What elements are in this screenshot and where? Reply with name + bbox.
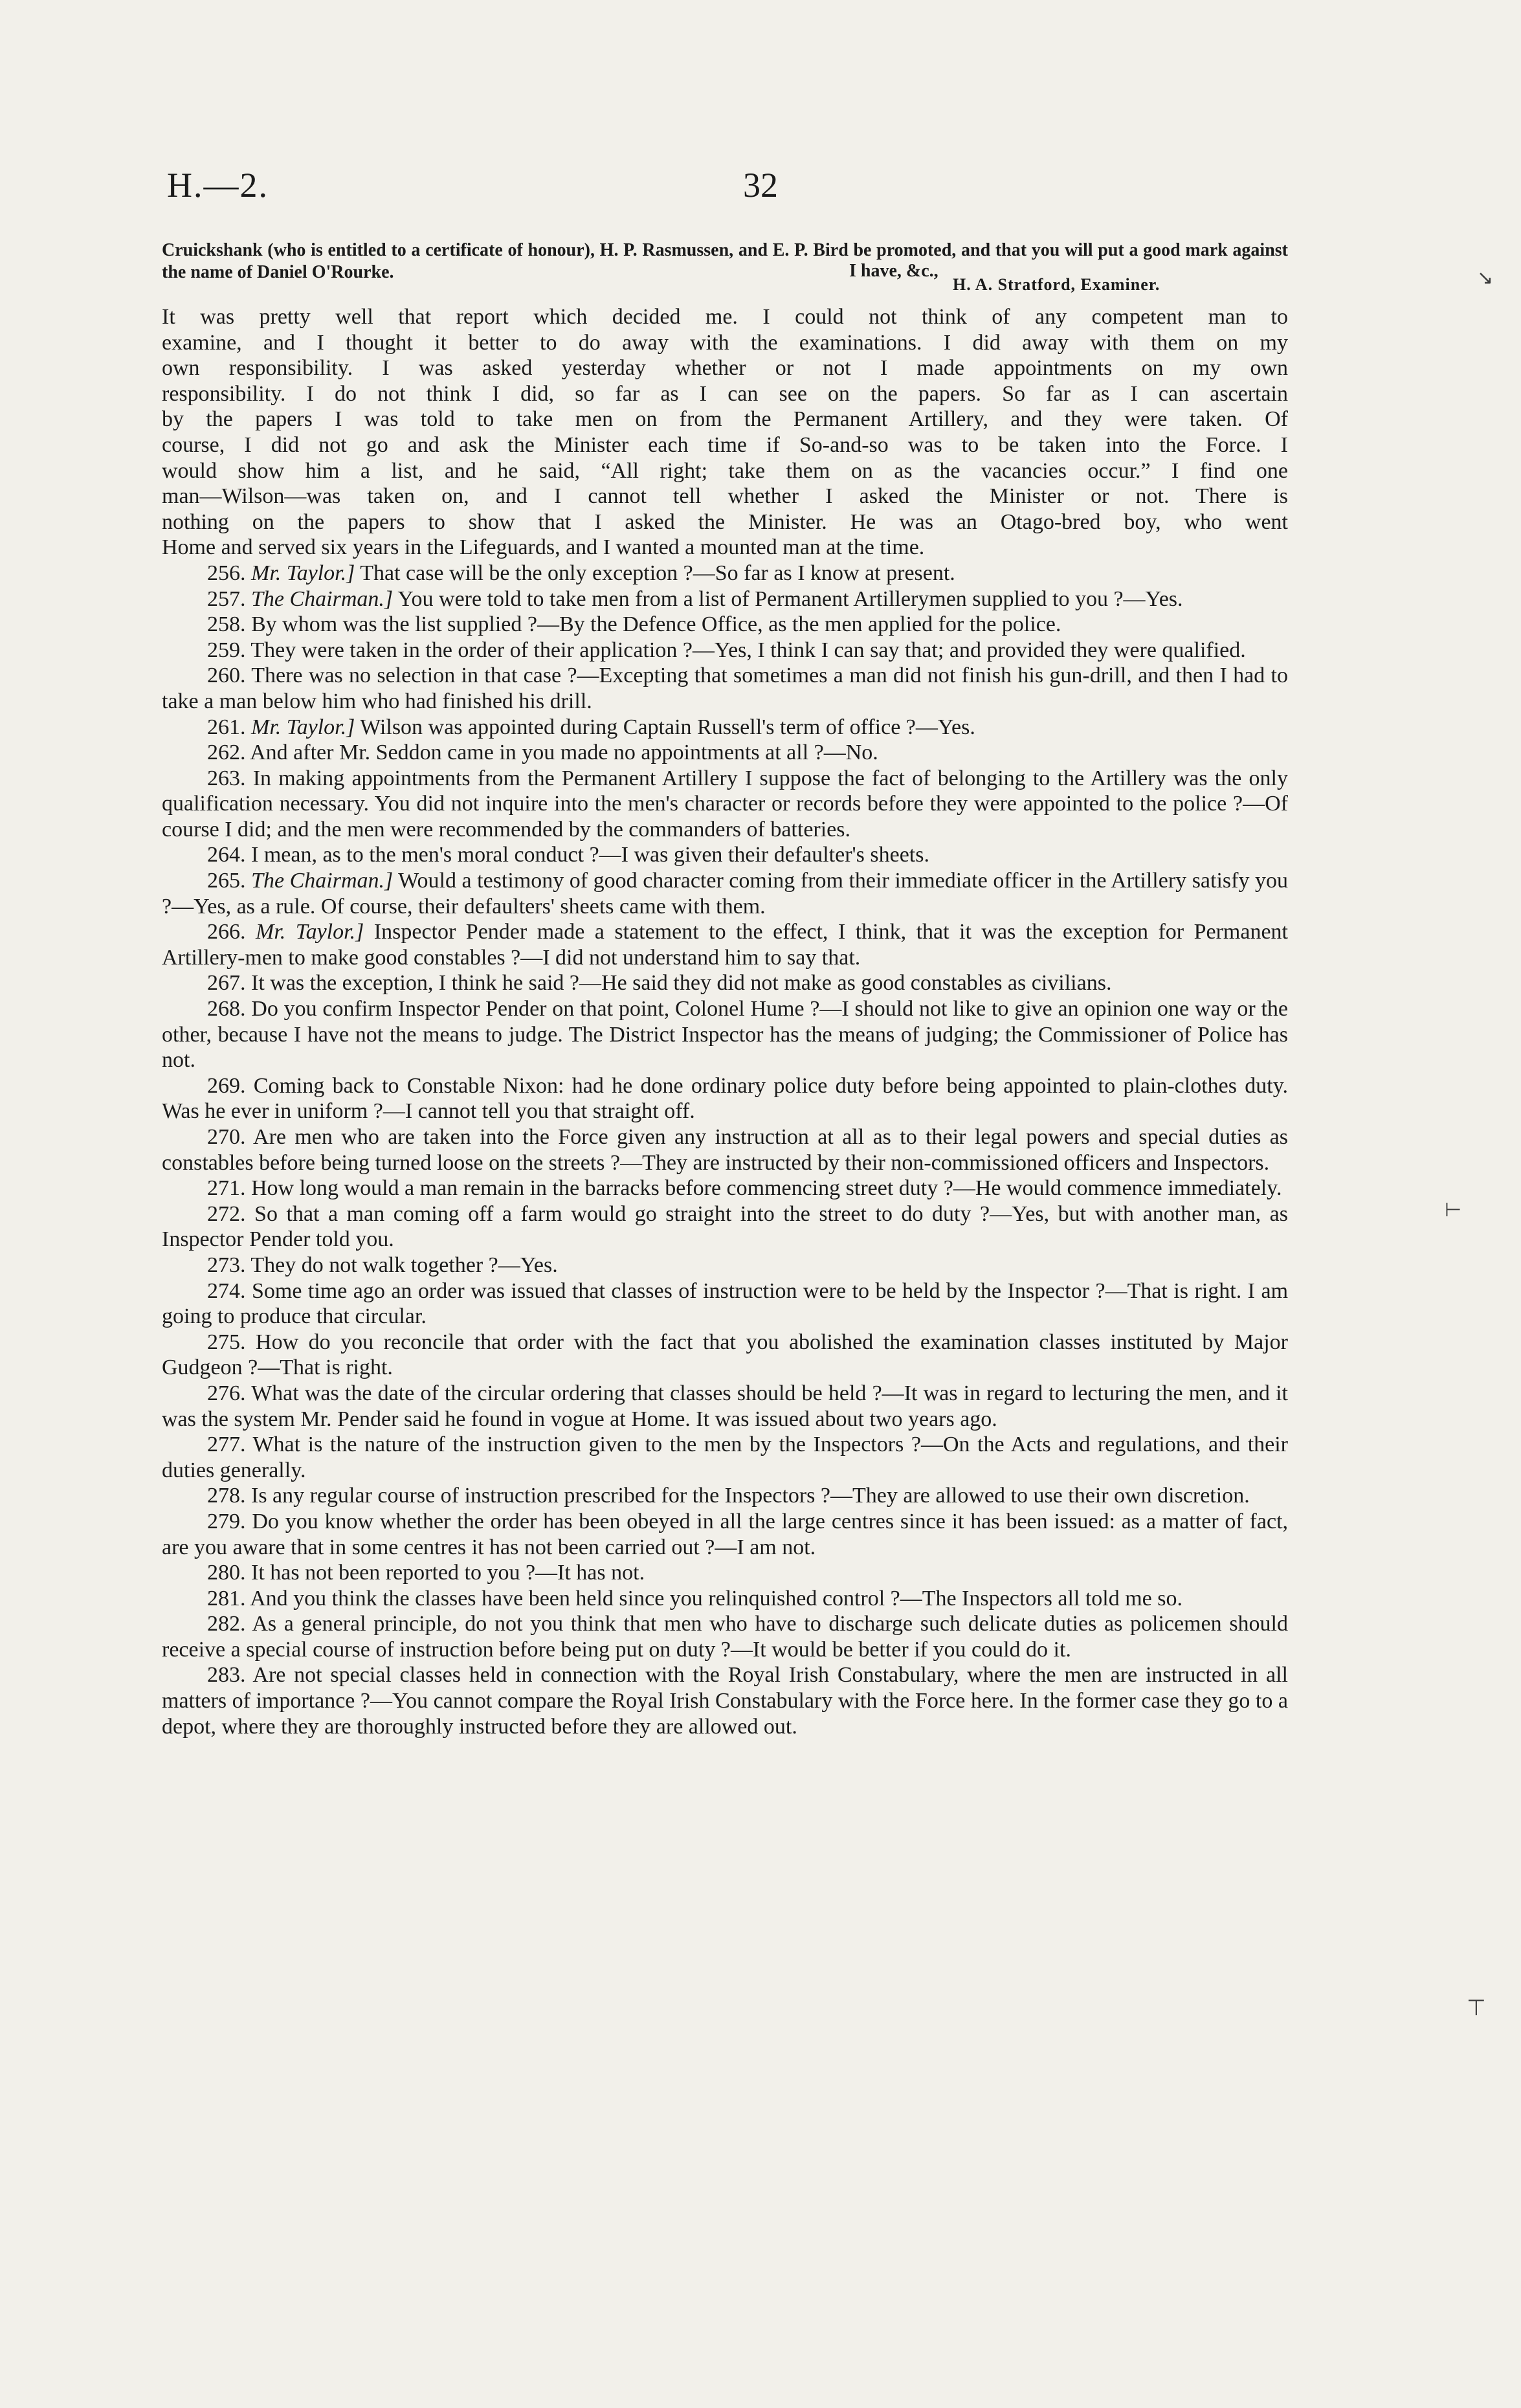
- speaker: Mr. Taylor.]: [256, 920, 364, 944]
- qa-item: [162, 766, 1288, 843]
- document-id: H.—2.: [167, 166, 269, 205]
- speaker: Mr. Taylor.]: [251, 715, 355, 739]
- qa-text: Are not special classes held in connection with the Royal Irish Constabulary, where the men are instructed in all matters of importance ?—You cannot compare the Royal Irish Constabulary with the Force here. In the former case they go to a depot, where they are thoroughly instructed before they are allowed out.: [162, 1663, 1288, 1739]
- qa-item: [162, 1509, 1288, 1560]
- letter-closing-text: Cruickshank (who is entitled to a certificate of honour), H. P. Rasmussen, and E. P. Bird be promoted, and that you will put a good mark against the name of Daniel O'Rourke.: [162, 240, 1288, 282]
- qa-text: What was the date of the circular ordering that classes should be held ?—It was in regard to lecturing the men, and it was the system Mr. Pender said he found in vogue at Home. It was issued about two years ago.: [162, 1381, 1288, 1431]
- qa-item: [162, 1176, 1288, 1201]
- question-number: 281.: [207, 1586, 250, 1611]
- intro-line: man—Wilson—was taken on, and I cannot tell whether I asked the Minister or not. There is: [162, 484, 1288, 509]
- qa-item: [162, 1381, 1288, 1432]
- qa-item: [162, 1073, 1288, 1124]
- qa-item: [162, 1611, 1288, 1662]
- intro-line: nothing on the papers to show that I asked the Minister. He was an Otago-bred boy, who went: [162, 509, 1288, 534]
- question-number: 265.: [207, 869, 252, 893]
- letter-greeting: I have, &c.,: [849, 261, 938, 281]
- question-number: 256.: [207, 561, 251, 585]
- question-number: 258.: [207, 612, 251, 637]
- qa-text: Do you confirm Inspector Pender on that point, Colonel Hume ?—I should not like to give an opinion one way or the other, because I have not the means to judge. The District Inspector has the means of judging; the Commissioner of Police has not.: [162, 997, 1288, 1073]
- question-number: 259.: [207, 638, 251, 662]
- speaker: Mr. Taylor.]: [251, 561, 355, 585]
- qa-text: You were told to take men from a list of Permanent Artillerymen supplied to you ?—Yes.: [397, 586, 1183, 611]
- page-number: 32: [743, 166, 778, 205]
- question-number: 272.: [207, 1201, 255, 1226]
- question-number: 260.: [207, 663, 252, 688]
- qa-item: [162, 638, 1288, 663]
- question-number: 270.: [207, 1125, 254, 1149]
- qa-item: [162, 919, 1288, 970]
- qa-text: And after Mr. Seddon came in you made no appointments at all ?—No.: [250, 741, 878, 765]
- margin-mark-icon: ↘: [1477, 267, 1494, 289]
- question-number: 261.: [207, 715, 251, 739]
- qa-text: Some time ago an order was issued that classes of instruction were to be held by the Inspector ?—That is right. I am going to produce that circular.: [162, 1278, 1289, 1329]
- question-number: 266.: [207, 920, 256, 944]
- intro-line: examine, and I thought it better to do away with the examinations. I did away with them on my: [162, 330, 1288, 355]
- intro-line: would show him a list, and he said, “All right; take them on as the vacancies occur.” I find one: [162, 458, 1288, 483]
- intro-line: responsibility. I do not think I did, so far as I can see on the papers. So far as I can ascertain: [162, 381, 1288, 406]
- qa-list: [162, 561, 1288, 1739]
- qa-text: As a general principle, do not you think that men who have to discharge such delicate duties as policemen should receive a special course of instruction before being put on duty ?—It would be better if you could do it.: [162, 1612, 1289, 1662]
- question-number: 280.: [207, 1561, 251, 1585]
- qa-text: It has not been reported to you ?—It has not.: [251, 1561, 645, 1585]
- qa-item: [162, 1560, 1288, 1586]
- qa-text: How long would a man remain in the barracks before commencing street duty ?—He would commence immediately.: [251, 1176, 1282, 1201]
- qa-text: What is the nature of the instruction given to the men by the Inspectors ?—On the Acts and regulations, and their duties generally.: [162, 1433, 1288, 1482]
- qa-item: [162, 715, 1288, 741]
- qa-item: [162, 740, 1288, 766]
- qa-item: [162, 1586, 1288, 1612]
- qa-text: They do not walk together ?—Yes.: [250, 1253, 558, 1277]
- question-number: 271.: [207, 1176, 251, 1201]
- question-number: 263.: [207, 766, 253, 790]
- qa-item: [162, 842, 1288, 868]
- qa-text: In making appointments from the Permanent Artillery I suppose the fact of belonging to the Artillery was the only qualification necessary. You did not inquire into the men's character or records before they were appointed to the police ?—Of course I did; and the men were recommended by the commanders of batteries.: [162, 766, 1289, 842]
- page-header: [0, 165, 1521, 217]
- question-number: 279.: [207, 1509, 252, 1533]
- question-number: 262.: [207, 741, 250, 765]
- qa-item: [162, 561, 1288, 586]
- qa-text: Are men who are taken into the Force given any instruction at all as to their legal powers and special duties as constables before being turned loose on the streets ?—They are instructed by their non-commissioned officers and Inspectors.: [162, 1125, 1289, 1175]
- qa-text: By whom was the list supplied ?—By the Defence Office, as the men applied for the police.: [251, 612, 1061, 637]
- qa-text: How do you reconcile that order with the fact that you abolished the examination classes instituted by Major Gudgeon ?—That is right.: [162, 1330, 1289, 1380]
- qa-text: Inspector Pender made a statement to the effect, I think, that it was the exception for Permanent Artillery-men to make good constables ?—I did not understand him to say that.: [162, 920, 1289, 970]
- intro-line: It was pretty well that report which decided me. I could not think of any competent man to: [162, 305, 1288, 329]
- question-number: 269.: [207, 1073, 254, 1098]
- qa-text: That case will be the only exception ?—So far as I know at present.: [360, 561, 955, 585]
- intro-line: course, I did not go and ask the Minister each time if So-and-so was to be taken into the Force. I: [162, 432, 1288, 457]
- qa-item: [162, 1330, 1288, 1381]
- qa-item: [162, 1662, 1288, 1739]
- qa-item: [162, 1124, 1288, 1176]
- question-number: 282.: [207, 1612, 252, 1636]
- qa-text: And you think the classes have been held since you relinquished control ?—The Inspectors all told me so.: [250, 1586, 1182, 1611]
- question-number: 264.: [207, 843, 251, 867]
- question-number: 274.: [207, 1278, 252, 1303]
- qa-text: Coming back to Constable Nixon: had he done ordinary police duty before being appointed to plain-clothes duty. Was he ever in uniform ?—I cannot tell you that straight off.: [162, 1073, 1288, 1124]
- qa-text: So that a man coming off a farm would go straight into the street to do duty ?—Yes, but with another man, as Inspector Pender told you.: [162, 1201, 1288, 1252]
- qa-text: There was no selection in that case ?—Excepting that sometimes a man did not finish his gun-drill, and then I had to take a man below him who had finished his drill.: [162, 663, 1288, 713]
- speaker: The Chairman.]: [251, 586, 394, 611]
- question-number: 283.: [207, 1663, 253, 1688]
- qa-text: Is any regular course of instruction prescribed for the Inspectors ?—They are allowed to use their own discretion.: [251, 1484, 1250, 1508]
- question-number: 277.: [207, 1433, 253, 1457]
- qa-item: [162, 868, 1288, 919]
- margin-mark-icon: ⊤: [1467, 1995, 1486, 2021]
- qa-item: [162, 1278, 1288, 1330]
- qa-text: I mean, as to the men's moral conduct ?—I was given their defaulter's sheets.: [251, 843, 929, 867]
- intro-line: by the papers I was told to take men on from the Permanent Artillery, and they were taken. Of: [162, 407, 1288, 432]
- qa-item: [162, 996, 1288, 1073]
- question-number: 268.: [207, 997, 252, 1021]
- question-number: 267.: [207, 971, 251, 996]
- qa-item: [162, 1201, 1288, 1253]
- qa-item: [162, 970, 1288, 996]
- question-number: 275.: [207, 1330, 256, 1354]
- qa-item: [162, 663, 1288, 714]
- margin-mark-icon: ⊢: [1445, 1199, 1462, 1221]
- intro-line: Home and served six years in the Lifeguards, and I wanted a mounted man at the time.: [162, 535, 925, 560]
- qa-item: [162, 1483, 1288, 1509]
- qa-item: [162, 586, 1288, 612]
- question-number: 273.: [207, 1253, 251, 1277]
- qa-item: [162, 612, 1288, 638]
- qa-text: Would a testimony of good character coming from their immediate officer in the Artillery satisfy you ?—Yes, as a rule. Of course, their defaulters' sheets came with them.: [162, 869, 1289, 919]
- question-number: 276.: [207, 1381, 252, 1405]
- question-number: 278.: [207, 1484, 251, 1508]
- speaker: The Chairman.]: [251, 869, 394, 893]
- intro-line: own responsibility. I was asked yesterday whether or not I made appointments on my own: [162, 356, 1288, 381]
- intro-paragraph: [162, 304, 1288, 561]
- qa-text: They were taken in the order of their application ?—Yes, I think I can say that; and provided they were qualified.: [250, 638, 1246, 662]
- qa-text: It was the exception, I think he said ?—He said they did not make as good constables as civilians.: [251, 971, 1112, 996]
- qa-item: [162, 1253, 1288, 1278]
- letter-signature: H. A. Stratford, Examiner.: [953, 275, 1160, 294]
- question-number: 257.: [207, 586, 251, 611]
- qa-text: Do you know whether the order has been obeyed in all the large centres since it has been issued: as a matter of fact, are you aware that in some centres it has not been carried out ?—I am not.: [162, 1509, 1289, 1559]
- qa-item: [162, 1432, 1288, 1483]
- testimony-body: [162, 304, 1288, 1739]
- qa-text: Wilson was appointed during Captain Russell's term of office ?—Yes.: [360, 715, 975, 739]
